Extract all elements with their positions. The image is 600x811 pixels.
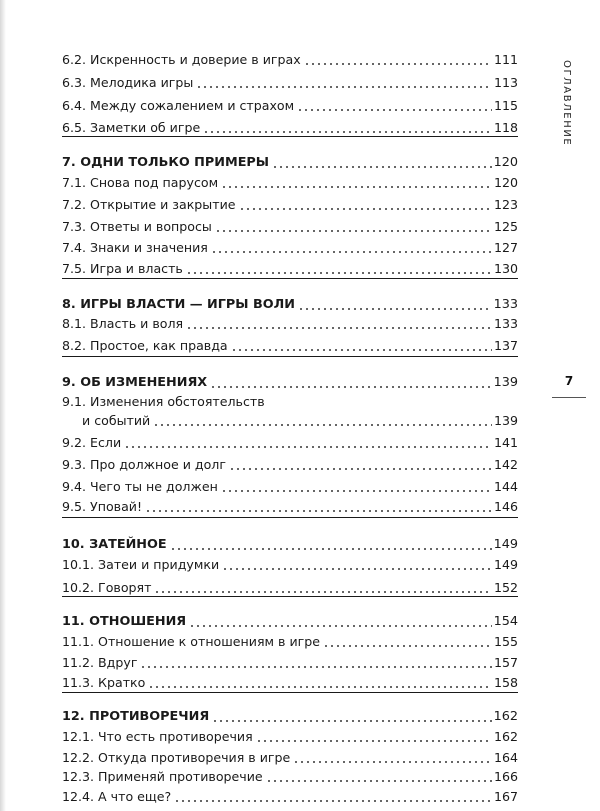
toc-entry [62, 675, 518, 691]
toc-entry [62, 729, 518, 745]
dot-leader [170, 548, 492, 550]
toc-entry-page: 166 [493, 769, 518, 784]
toc-entry-page: 141 [493, 435, 518, 450]
toc-chapter-heading [62, 537, 518, 553]
toc-entry-line1 [62, 394, 518, 410]
toc-entry-title: 6.5. Заметки об игре [62, 120, 201, 135]
toc-entry-title: 6.3. Мелодика игры [62, 75, 194, 90]
toc-entry [62, 413, 518, 429]
toc-entry-page: 144 [493, 479, 518, 494]
toc-entry-page: 125 [493, 219, 518, 234]
dot-leader [229, 468, 492, 470]
toc-entry [62, 769, 518, 785]
toc-entry-page: 142 [493, 457, 518, 472]
toc-entry [62, 75, 518, 91]
dot-leader [154, 591, 491, 593]
toc-entry-title: 12.1. Что есть противоречия [62, 729, 253, 744]
toc-entry-page: 120 [493, 175, 518, 190]
dot-leader [293, 761, 492, 763]
dot-leader [186, 327, 492, 329]
dot-leader [298, 308, 492, 310]
dot-leader [196, 86, 492, 88]
toc-entry-page: 139 [493, 413, 518, 428]
toc-entry-page: 149 [493, 537, 518, 552]
section-divider [62, 596, 518, 597]
toc-entry [62, 175, 518, 191]
dot-leader [186, 272, 492, 274]
toc-chapter-heading [62, 614, 518, 630]
dot-leader [189, 625, 491, 627]
toc-chapter-title: 10. ЗАТЕЙНОЕ [62, 537, 167, 552]
dot-leader [222, 568, 492, 570]
toc-entry-title: 7.5. Игра и власть [62, 261, 183, 276]
toc-entry-page: 146 [493, 499, 518, 514]
toc-entry-title: и событий [82, 413, 151, 428]
toc-entry-title: 9.2. Если [62, 435, 122, 450]
toc-chapter-title: 8. ИГРЫ ВЛАСТИ — ИГРЫ ВОЛИ [62, 297, 295, 312]
toc-chapter-heading [62, 297, 518, 313]
toc-entry-page: 157 [493, 655, 518, 670]
toc-entry-title: 11.2. Вдруг [62, 655, 138, 670]
dot-leader [124, 446, 492, 448]
toc-entry-title: 9.3. Про должное и долг [62, 457, 226, 472]
toc-entry-page: 137 [493, 338, 518, 353]
toc-chapter-title: 12. ПРОТИВОРЕЧИЯ [62, 709, 210, 724]
toc-entry-page: 154 [493, 614, 518, 629]
toc-entry-title: 6.2. Искренность и доверие в играх [62, 52, 301, 67]
toc-entry-page: 111 [493, 52, 518, 67]
page-number: 7 [564, 374, 574, 388]
toc-chapter-heading [62, 709, 518, 725]
toc-entry-page: 123 [493, 197, 518, 212]
toc-entry-title: 12.4. А что еще? [62, 789, 172, 804]
toc-entry [62, 750, 518, 766]
toc-entry [62, 479, 518, 495]
dot-leader [272, 166, 491, 168]
dot-leader [221, 186, 492, 188]
toc-entry-page: 158 [493, 675, 518, 690]
dot-leader [304, 63, 492, 65]
toc-entry [62, 338, 518, 354]
dot-leader [148, 686, 492, 688]
toc-entry-page: 162 [493, 709, 518, 724]
toc-entry [62, 120, 518, 136]
toc-entry-title: 12.2. Откуда противоречия в игре [62, 750, 291, 765]
toc-entry [62, 655, 518, 671]
toc-entry [62, 219, 518, 235]
dot-leader [212, 720, 491, 722]
dot-leader [174, 800, 492, 802]
toc-entry-page: 113 [493, 75, 518, 90]
toc-chapter-title: 7. ОДНИ ТОЛЬКО ПРИМЕРЫ [62, 155, 270, 170]
toc-entry-title: 9.1. Изменения обстоятельств [62, 394, 265, 409]
toc-entry [62, 634, 518, 650]
toc-entry-page: 120 [493, 155, 518, 170]
toc-entry [62, 557, 518, 573]
section-divider [62, 692, 518, 693]
dot-leader [266, 780, 492, 782]
section-divider [62, 517, 518, 518]
dot-leader [221, 490, 492, 492]
toc-entry-page: 130 [493, 261, 518, 276]
toc-entry-title: 7.1. Снова под парусом [62, 175, 219, 190]
toc-entry-title: 7.2. Открытие и закрытие [62, 197, 236, 212]
toc-entry [62, 457, 518, 473]
toc-chapter-heading [62, 375, 518, 391]
toc-chapter-heading [62, 155, 518, 171]
toc-entry-title: 9.4. Чего ты не должен [62, 479, 218, 494]
toc-entry [62, 240, 518, 256]
toc-entry-page: 118 [493, 120, 518, 135]
toc-entry-page: 133 [493, 316, 518, 331]
toc-entry-page: 139 [493, 375, 518, 390]
page-number-rule [552, 397, 586, 398]
dot-leader [145, 510, 492, 512]
dot-leader [239, 208, 492, 210]
toc-entry-title: 6.4. Между сожалением и страхом [62, 98, 295, 113]
toc-entry-title: 11.3. Кратко [62, 675, 146, 690]
section-divider [62, 136, 518, 137]
toc-entry-page: 127 [493, 240, 518, 255]
toc-entry-page: 152 [493, 580, 518, 595]
dot-leader [231, 349, 492, 351]
toc-entry [62, 435, 518, 451]
toc-entry-title: 12.3. Применяй противоречие [62, 769, 263, 784]
toc-chapter-title: 9. ОБ ИЗМЕНЕНИЯХ [62, 375, 208, 390]
toc-chapter-title: 11. ОТНОШЕНИЯ [62, 614, 187, 629]
dot-leader [211, 251, 492, 253]
toc-entry-title: 7.4. Знаки и значения [62, 240, 208, 255]
toc-entry-page: 115 [493, 98, 518, 113]
toc-entry [62, 197, 518, 213]
dot-leader [297, 109, 492, 111]
toc-entry [62, 499, 518, 515]
toc-entry [62, 316, 518, 332]
dot-leader [210, 386, 491, 388]
book-spine-shadow [0, 0, 6, 811]
dot-leader [215, 230, 492, 232]
toc-entry-page: 155 [493, 634, 518, 649]
section-divider [62, 356, 518, 357]
toc-entry-title: 10.1. Затеи и придумки [62, 557, 220, 572]
toc-entry [62, 789, 518, 805]
toc-entry-page: 149 [493, 557, 518, 572]
running-section-title: ОГЛАВЛЕНИЕ [561, 60, 572, 147]
dot-leader [256, 740, 492, 742]
dot-leader [323, 645, 492, 647]
toc-entry-title: 11.1. Отношение к отношениям в игре [62, 634, 321, 649]
section-divider [62, 278, 518, 279]
toc-entry-title: 8.2. Простое, как правда [62, 338, 228, 353]
dot-leader [153, 424, 492, 426]
toc-entry-title: 8.1. Власть и воля [62, 316, 184, 331]
toc-entry-title: 7.3. Ответы и вопросы [62, 219, 212, 234]
toc-entry-title: 9.5. Уповай! [62, 499, 143, 514]
toc-entry-page: 162 [493, 729, 518, 744]
toc-entry-page: 133 [493, 297, 518, 312]
toc-entry [62, 580, 518, 596]
dot-leader [140, 666, 491, 668]
toc-entry-page: 164 [493, 750, 518, 765]
dot-leader [203, 131, 492, 133]
toc-entry-title: 10.2. Говорят [62, 580, 152, 595]
toc-entry-page: 167 [493, 789, 518, 804]
toc-entry [62, 261, 518, 277]
toc-entry [62, 98, 518, 114]
toc-entry [62, 52, 518, 68]
